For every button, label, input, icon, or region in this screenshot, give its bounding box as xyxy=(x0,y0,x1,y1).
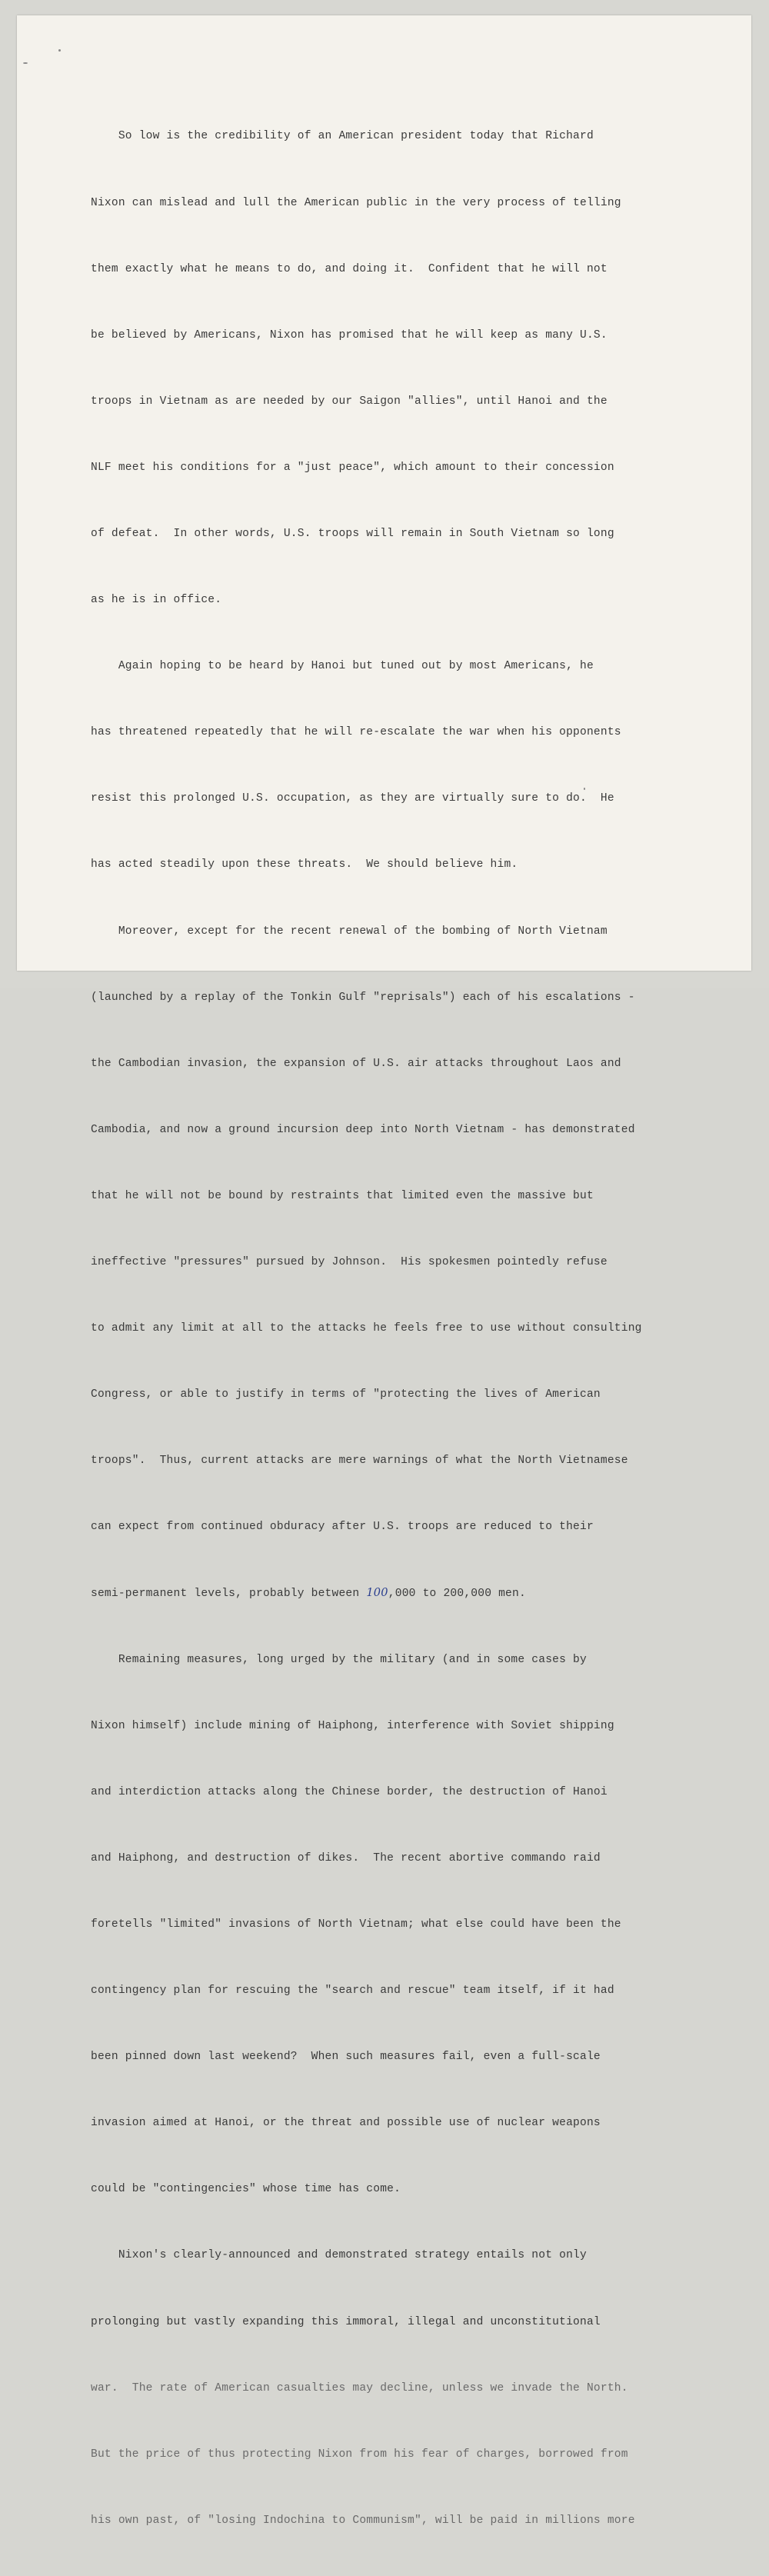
text-line: resist this prolonged U.S. occupation, as they are virtually sure to do. He xyxy=(91,792,614,805)
text-line: foretells "limited" invasions of North Vietnam; what else could have been the xyxy=(91,1918,621,1931)
text-line: So low is the credibility of an American president today that Richard xyxy=(91,130,594,143)
text-line: could be "contingencies" whose time has come. xyxy=(91,2183,401,2196)
text-line: Again hoping to be heard by Hanoi but tuned out by most Americans, he xyxy=(91,660,594,673)
text-line: Congress, or able to justify in terms of "protecting the lives of American xyxy=(91,1388,601,1401)
text-line: as he is in office. xyxy=(91,594,222,607)
handwritten-correction: 100 xyxy=(366,1586,388,1600)
text-line: them exactly what he means to do, and doing it. Confident that he will not xyxy=(91,262,608,275)
text-line: has threatened repeatedly that he will re-escalate the war when his opponents xyxy=(91,726,621,739)
text-line: invasion aimed at Hanoi, or the threat and possible use of nuclear weapons xyxy=(91,2117,601,2130)
text-line: But the price of thus protecting Nixon from his fear of charges, borrowed from xyxy=(91,2448,628,2461)
text-fragment: ,000 to 200,000 men. xyxy=(388,1588,526,1601)
text-line: Nixon can mislead and lull the American public in the very process of telling xyxy=(91,196,621,209)
paper-speck xyxy=(58,49,61,52)
text-line: be believed by Americans, Nixon has promised that he will keep as many U.S. xyxy=(91,328,608,342)
text-line: can expect from continued obduracy after U.S. troops are reduced to their xyxy=(91,1521,594,1534)
text-line: (launched by a replay of the Tonkin Gulf "reprisals") each of his escalations - xyxy=(91,991,635,1004)
text-line: and interdiction attacks along the Chinese border, the destruction of Hanoi xyxy=(91,1785,608,1798)
text-line: been pinned down last weekend? When such measures fail, even a full-scale xyxy=(91,2051,601,2064)
body-text xyxy=(91,82,698,2576)
text-line: Cambodia, and now a ground incursion deep into North Vietnam - has demonstrated xyxy=(91,1123,635,1136)
text-line: his own past, of "losing Indochina to Communism", will be paid in millions more xyxy=(91,2514,635,2527)
text-line: of defeat. In other words, U.S. troops will remain in South Vietnam so long xyxy=(91,527,614,540)
text-line: that he will not be bound by restraints that limited even the massive but xyxy=(91,1189,594,1202)
text-fragment: semi-permanent levels, probably between xyxy=(91,1588,367,1601)
text-line: contingency plan for rescuing the "search and rescue" team itself, if it had xyxy=(91,1984,614,1998)
text-line: ineffective "pressures" pursued by Johnson. His spokesmen pointedly refuse xyxy=(91,1256,608,1268)
text-line: Nixon's clearly-announced and demonstrated strategy entails not only xyxy=(91,2249,587,2262)
text-line: war. The rate of American casualties may decline, unless we invade the North. xyxy=(91,2381,628,2394)
text-line: Remaining measures, long urged by the military (and in some cases by xyxy=(91,1653,587,1666)
text-line: Moreover, except for the recent renewal of the bombing of North Vietnam xyxy=(91,925,608,938)
text-line: troops in Vietnam as are needed by our Saigon "allies", until Hanoi and the xyxy=(91,395,608,408)
text-line: troops". Thus, current attacks are mere warnings of what the North Vietnamese xyxy=(91,1455,628,1468)
text-line: and Haiphong, and destruction of dikes. The recent abortive commando raid xyxy=(91,1851,601,1865)
text-line: NLF meet his conditions for a "just peace", which amount to their concession xyxy=(91,461,614,474)
text-line-with-correction xyxy=(91,1582,698,1605)
text-line: the Cambodian invasion, the expansion of U.S. air attacks throughout Laos and xyxy=(91,1057,621,1070)
text-line: has acted steadily upon these threats. We should believe him. xyxy=(91,858,518,871)
text-line: to admit any limit at all to the attacks he feels free to use without consulting xyxy=(91,1322,642,1335)
text-line: Nixon himself) include mining of Haiphong, interference with Soviet shipping xyxy=(91,1719,614,1732)
paper-speck xyxy=(23,62,28,64)
text-line: prolonging but vastly expanding this immoral, illegal and unconstitutional xyxy=(91,2315,601,2328)
